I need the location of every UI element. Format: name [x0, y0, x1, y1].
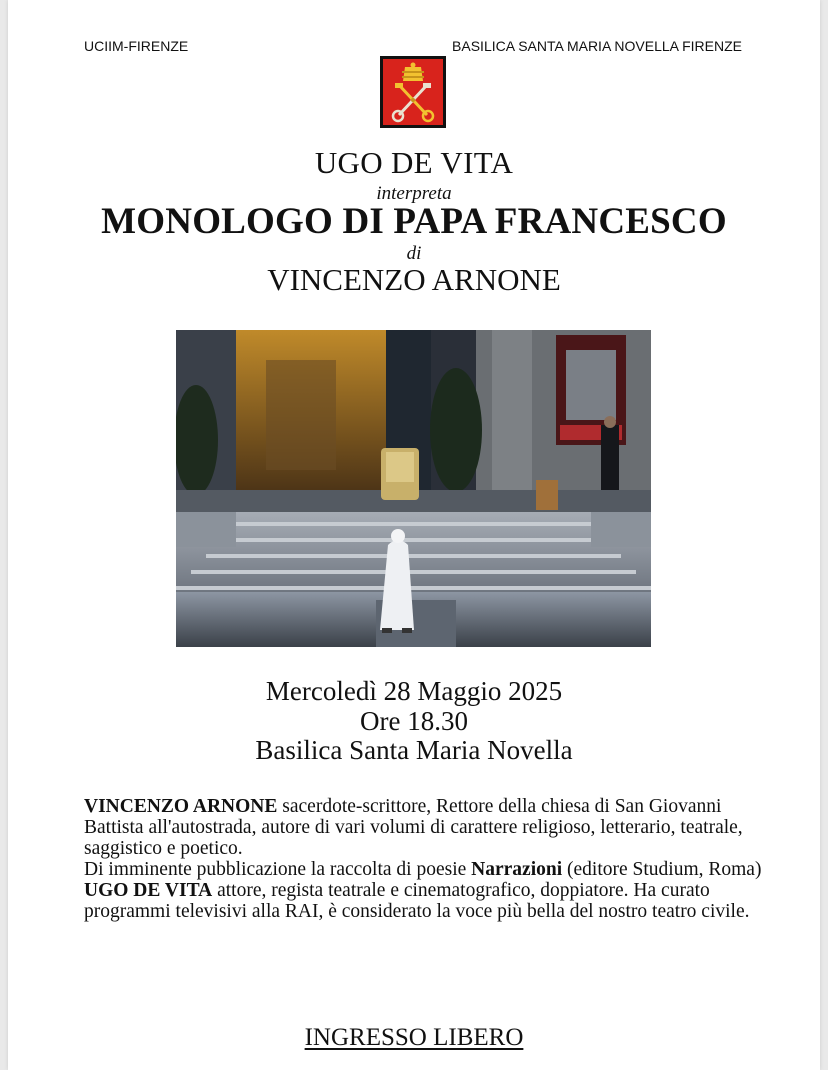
pope-praying-photo — [176, 330, 651, 647]
papal-keys-emblem-icon — [380, 56, 446, 128]
biographies — [84, 796, 764, 922]
devita-description: attore, regista teatrale e cinematografico, doppiatore. Ha curato programmi televisivi alla RAI, è considerato la voce più bella del nostro teatro civile. — [84, 880, 750, 922]
author-name: VINCENZO ARNONE — [267, 262, 561, 297]
devita-bio — [84, 880, 764, 922]
devita-name: UGO DE VITA — [84, 880, 213, 901]
show-title: MONOLOGO DI PAPA FRANCESCO — [101, 201, 727, 242]
publication-title: Narrazioni — [471, 859, 563, 880]
publication-after: (editore Studium, Roma) — [562, 859, 762, 880]
event-date: Mercoledì 28 Maggio 2025 — [265, 676, 563, 706]
organizer-label: UCIIM-FIRENZE — [84, 38, 189, 54]
venue-header-label: BASILICA SANTA MARIA NOVELLA FIRENZE — [452, 38, 742, 54]
publication-note — [84, 859, 764, 880]
by-text: di — [406, 243, 422, 264]
publication-before: Di imminente pubblicazione la raccolta di poesie — [84, 859, 472, 880]
poster-page — [8, 0, 820, 1070]
event-time: Ore 18.30 — [360, 706, 468, 736]
role-text: interpreta — [376, 183, 452, 204]
free-entry-text: INGRESSO LIBERO — [304, 1024, 524, 1051]
performer-name: UGO DE VITA — [314, 145, 514, 180]
free-entry-notice — [8, 1024, 820, 1052]
arnone-description: sacerdote-scrittore, Rettore della chiesa di San Giovanni Battista all'autostrada, autore di vari volumi di carattere religioso, letterario, teatrale, saggistico e poetico. — [84, 796, 743, 859]
arnone-name: VINCENZO ARNONE — [84, 796, 278, 817]
event-venue: Basilica Santa Maria Novella — [255, 735, 573, 765]
arnone-bio — [84, 796, 764, 859]
